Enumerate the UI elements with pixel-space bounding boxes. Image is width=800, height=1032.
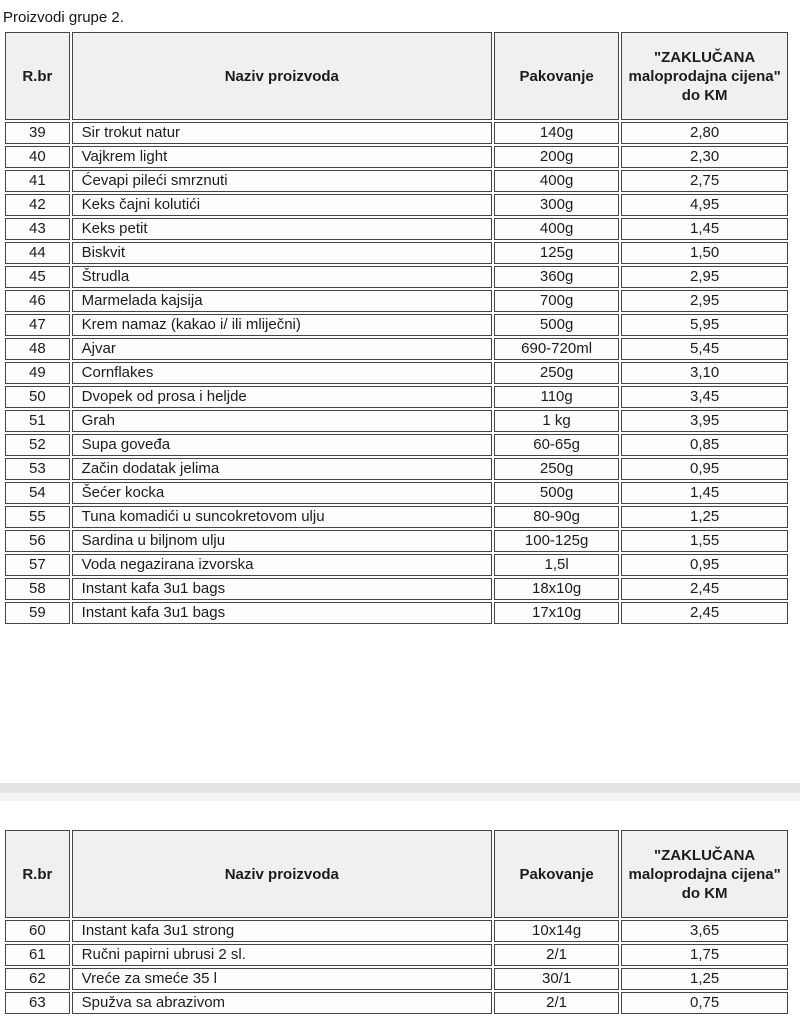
cell-name: Keks čajni kolutići [72,194,492,216]
document-page [0,9,800,1032]
cell-pack: 10x14g [494,920,619,942]
col-header-pack: Pakovanje [494,830,619,918]
cell-pack: 500g [494,314,619,336]
cell-rbr: 42 [5,194,70,216]
table-row [5,362,788,384]
cell-pack: 125g [494,242,619,264]
cell-pack: 700g [494,290,619,312]
cell-pack: 2/1 [494,944,619,966]
cell-name: Instant kafa 3u1 strong [72,920,492,942]
cell-rbr: 56 [5,530,70,552]
cell-price: 1,75 [621,944,788,966]
cell-price: 5,95 [621,314,788,336]
products-table-1 [3,30,790,626]
table-row [5,602,788,624]
cell-pack: 30/1 [494,968,619,990]
cell-price: 3,45 [621,386,788,408]
cell-rbr: 53 [5,458,70,480]
cell-rbr: 57 [5,554,70,576]
table-row [5,194,788,216]
cell-price: 0,85 [621,434,788,456]
cell-price: 0,95 [621,554,788,576]
cell-rbr: 60 [5,920,70,942]
cell-rbr: 51 [5,410,70,432]
cell-pack: 18x10g [494,578,619,600]
cell-rbr: 41 [5,170,70,192]
cell-name: Ručni papirni ubrusi 2 sl. [72,944,492,966]
cell-name: Vajkrem light [72,146,492,168]
separator-band [0,783,800,793]
cell-price: 1,45 [621,218,788,240]
col-header-price: "ZAKLUČANA maloprodajna cijena" do KM [621,32,788,120]
cell-price: 3,95 [621,410,788,432]
table-row [5,992,788,1014]
white-gap [0,801,800,828]
table-row [5,482,788,504]
cell-name: Instant kafa 3u1 bags [72,602,492,624]
cell-rbr: 63 [5,992,70,1014]
cell-price: 5,45 [621,338,788,360]
table-row [5,944,788,966]
cell-rbr: 58 [5,578,70,600]
table-row [5,338,788,360]
cell-rbr: 44 [5,242,70,264]
cell-rbr: 52 [5,434,70,456]
cell-pack: 200g [494,146,619,168]
cell-rbr: 62 [5,968,70,990]
cell-name: Marmelada kajsija [72,290,492,312]
table-row [5,506,788,528]
cell-pack: 400g [494,170,619,192]
col-header-name: Naziv proizvoda [72,830,492,918]
cell-price: 4,95 [621,194,788,216]
table-row [5,266,788,288]
cell-price: 1,55 [621,530,788,552]
cell-pack: 400g [494,218,619,240]
cell-rbr: 55 [5,506,70,528]
table-row [5,554,788,576]
table-row [5,218,788,240]
cell-name: Sardina u biljnom ulju [72,530,492,552]
cell-price: 1,45 [621,482,788,504]
cell-name: Supa goveđa [72,434,492,456]
cell-name: Instant kafa 3u1 bags [72,578,492,600]
white-gap [0,626,800,783]
cell-rbr: 54 [5,482,70,504]
cell-name: Ćevapi pileći smrznuti [72,170,492,192]
cell-pack: 100-125g [494,530,619,552]
col-header-price: "ZAKLUČANA maloprodajna cijena" do KM [621,830,788,918]
col-header-name: Naziv proizvoda [72,32,492,120]
cell-name: Sir trokut natur [72,122,492,144]
table-row [5,314,788,336]
cell-name: Šećer kocka [72,482,492,504]
table-row [5,458,788,480]
cell-pack: 80-90g [494,506,619,528]
cell-price: 0,95 [621,458,788,480]
cell-pack: 60-65g [494,434,619,456]
cell-rbr: 48 [5,338,70,360]
cell-name: Voda negazirana izvorska [72,554,492,576]
cell-rbr: 40 [5,146,70,168]
col-header-rbr: R.br [5,32,70,120]
cell-price: 2,95 [621,266,788,288]
cell-rbr: 47 [5,314,70,336]
cell-pack: 1,5l [494,554,619,576]
cell-price: 2,45 [621,578,788,600]
table-row [5,170,788,192]
table-row [5,434,788,456]
cell-price: 2,80 [621,122,788,144]
cell-pack: 110g [494,386,619,408]
cell-pack: 500g [494,482,619,504]
cell-name: Dvopek od prosa i heljde [72,386,492,408]
cell-price: 1,50 [621,242,788,264]
cell-name: Vreće za smeće 35 l [72,968,492,990]
table-row [5,146,788,168]
cell-rbr: 49 [5,362,70,384]
table-row [5,290,788,312]
cell-rbr: 59 [5,602,70,624]
cell-pack: 250g [494,362,619,384]
cell-rbr: 39 [5,122,70,144]
col-header-rbr: R.br [5,830,70,918]
header-row [5,32,788,120]
cell-rbr: 46 [5,290,70,312]
cell-price: 3,65 [621,920,788,942]
separator-band-fade [0,793,800,801]
cell-name: Tuna komadići u suncokretovom ulju [72,506,492,528]
cell-name: Grah [72,410,492,432]
cell-name: Cornflakes [72,362,492,384]
cell-pack: 300g [494,194,619,216]
table-row [5,410,788,432]
cell-rbr: 43 [5,218,70,240]
cell-name: Štrudla [72,266,492,288]
cell-name: Ajvar [72,338,492,360]
cell-name: Keks petit [72,218,492,240]
cell-pack: 140g [494,122,619,144]
cell-pack: 17x10g [494,602,619,624]
col-header-pack: Pakovanje [494,32,619,120]
cell-name: Biskvit [72,242,492,264]
table-row [5,386,788,408]
table-row [5,968,788,990]
cell-rbr: 50 [5,386,70,408]
cell-pack: 360g [494,266,619,288]
cell-price: 2,95 [621,290,788,312]
cell-price: 1,25 [621,506,788,528]
cell-pack: 2/1 [494,992,619,1014]
cell-name: Spužva sa abrazivom [72,992,492,1014]
cell-pack: 690-720ml [494,338,619,360]
products-table-2 [3,828,790,1016]
cell-price: 2,75 [621,170,788,192]
table-row [5,242,788,264]
table-row [5,122,788,144]
cell-price: 1,25 [621,968,788,990]
cell-price: 3,10 [621,362,788,384]
table-row [5,578,788,600]
cell-name: Krem namaz (kakao i/ ili mliječni) [72,314,492,336]
cell-pack: 1 kg [494,410,619,432]
cell-rbr: 45 [5,266,70,288]
cell-price: 2,30 [621,146,788,168]
cell-pack: 250g [494,458,619,480]
cell-price: 2,45 [621,602,788,624]
cell-rbr: 61 [5,944,70,966]
table-row [5,920,788,942]
cell-price: 0,75 [621,992,788,1014]
page-title: Proizvodi grupe 2. [3,9,124,26]
cell-name: Začin dodatak jelima [72,458,492,480]
table-row [5,530,788,552]
header-row [5,830,788,918]
